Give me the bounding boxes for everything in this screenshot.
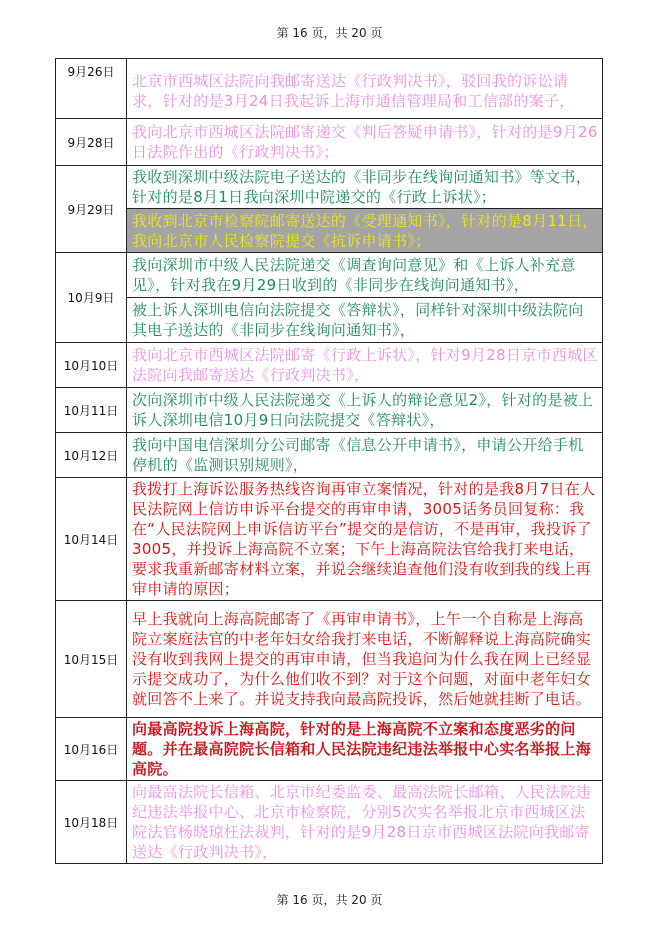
- timeline-table: [55, 58, 603, 864]
- table-row: [56, 209, 603, 253]
- table-row: [56, 59, 603, 119]
- table-row: [56, 298, 603, 343]
- date-cell: 10月14日: [56, 478, 127, 601]
- date-cell: 10月15日: [56, 601, 127, 718]
- entry-cell: 我收到深圳中级法院电子送达的《非同步在线询问通知书》等文书，针对的是8月1日我向深圳中院递交的《行政上诉状》；: [127, 166, 603, 209]
- entry-cell: 北京市西城区法院向我邮寄送达《行政判决书》，驳回我的诉讼请求，针对的是3月24日我起诉上海市通信管理局和工信部的案子，: [127, 59, 603, 119]
- table-row: [56, 119, 603, 166]
- entry-cell: 我向深圳市中级人民法院递交《调查询问意见》和《上诉人补充意见》，针对我在9月29日收到的《非同步在线询问通知书》，: [127, 253, 603, 298]
- date-cell: 10月9日: [56, 253, 127, 343]
- page-header: 第 16 页，共 20 页: [276, 26, 383, 40]
- entry-cell: 被上诉人深圳电信向法院提交《答辩状》，同样针对深圳中级法院向其电子送达的《非同步在线询问通知书》，: [127, 298, 603, 343]
- entry-cell: 我拨打上海诉讼服务热线咨询再审立案情况，针对的是我8月7日在人民法院网上信访申诉平台提交的再审申请，3005话务员回复称：我在“人民法院网上申诉信访平台”提交的是信访，不是再审，我投诉了3005，并投诉上海高院不立案；下午上海高院法官给我打来电话，要求我重新邮寄材料立案，并说会继续追查他们没有收到我的线上再审申请的原因；: [127, 478, 603, 601]
- table-row: [56, 166, 603, 209]
- entry-cell: 早上我就向上海高院邮寄了《再审申请书》，上午一个自称是上海高院立案庭法官的中老年妇女给我打来电话，不断解释说上海高院确实没有收到我网上提交的再审申请，但当我追问为什么我在网上已经显示提交成功了，为什么他们收不到？对于这个问题，对面中老年妇女就回答不上来了。并说支持我向最高院投诉，然后她就挂断了电话。: [127, 601, 603, 718]
- date-cell: 9月26日: [56, 59, 127, 119]
- date-cell: 9月28日: [56, 119, 127, 166]
- table-row: [56, 343, 603, 388]
- entry-cell-highlighted: 我收到北京市检察院邮寄送达的《受理通知书》，针对的是8月11日，我向北京市人民检察院提交《抗诉申请书》；: [127, 209, 603, 253]
- entry-cell: 我向北京市西城区法院邮寄《行政上诉状》，针对9月28日京市西城区法院向我邮寄送达《行政判决书》，: [127, 343, 603, 388]
- entry-cell: 向最高院投诉上海高院，针对的是上海高院不立案和态度恶劣的问题。并在最高院院长信箱和人民法院违纪违法举报中心实名举报上海高院。: [127, 718, 603, 781]
- date-cell: 9月29日: [56, 166, 127, 253]
- date-cell: 10月16日: [56, 718, 127, 781]
- table-row: [56, 388, 603, 433]
- date-cell: 10月11日: [56, 388, 127, 433]
- table-row: [56, 433, 603, 478]
- entry-cell: 向最高法院长信箱、北京市纪委监委、最高法院长邮箱、人民法院违纪违法举报中心、北京市检察院，分别5次实名举报北京市西城区法院法官杨晓琼枉法裁判，针对的是9月28日京市西城区法院向我邮寄送达《行政判决书》，: [127, 781, 603, 864]
- date-cell: 10月12日: [56, 433, 127, 478]
- table-row: [56, 478, 603, 601]
- page-footer: 第 16 页，共 20 页: [276, 893, 383, 907]
- table-row: [56, 718, 603, 781]
- table-row: [56, 253, 603, 298]
- entry-cell: 我向中国电信深圳分公司邮寄《信息公开申请书》，申请公开给手机停机的《监测识别规则》，: [127, 433, 603, 478]
- date-cell: 10月18日: [56, 781, 127, 864]
- entry-cell: 次向深圳市中级人民法院递交《上诉人的辩论意见2》，针对的是被上诉人深圳电信10月9日向法院提交《答辩状》，: [127, 388, 603, 433]
- table-row: [56, 601, 603, 718]
- table-row: [56, 781, 603, 864]
- entry-cell: 我向北京市西城区法院邮寄递交《判后答疑申请书》，针对的是9月26日法院作出的《行政判决书》；: [127, 119, 603, 166]
- date-cell: 10月10日: [56, 343, 127, 388]
